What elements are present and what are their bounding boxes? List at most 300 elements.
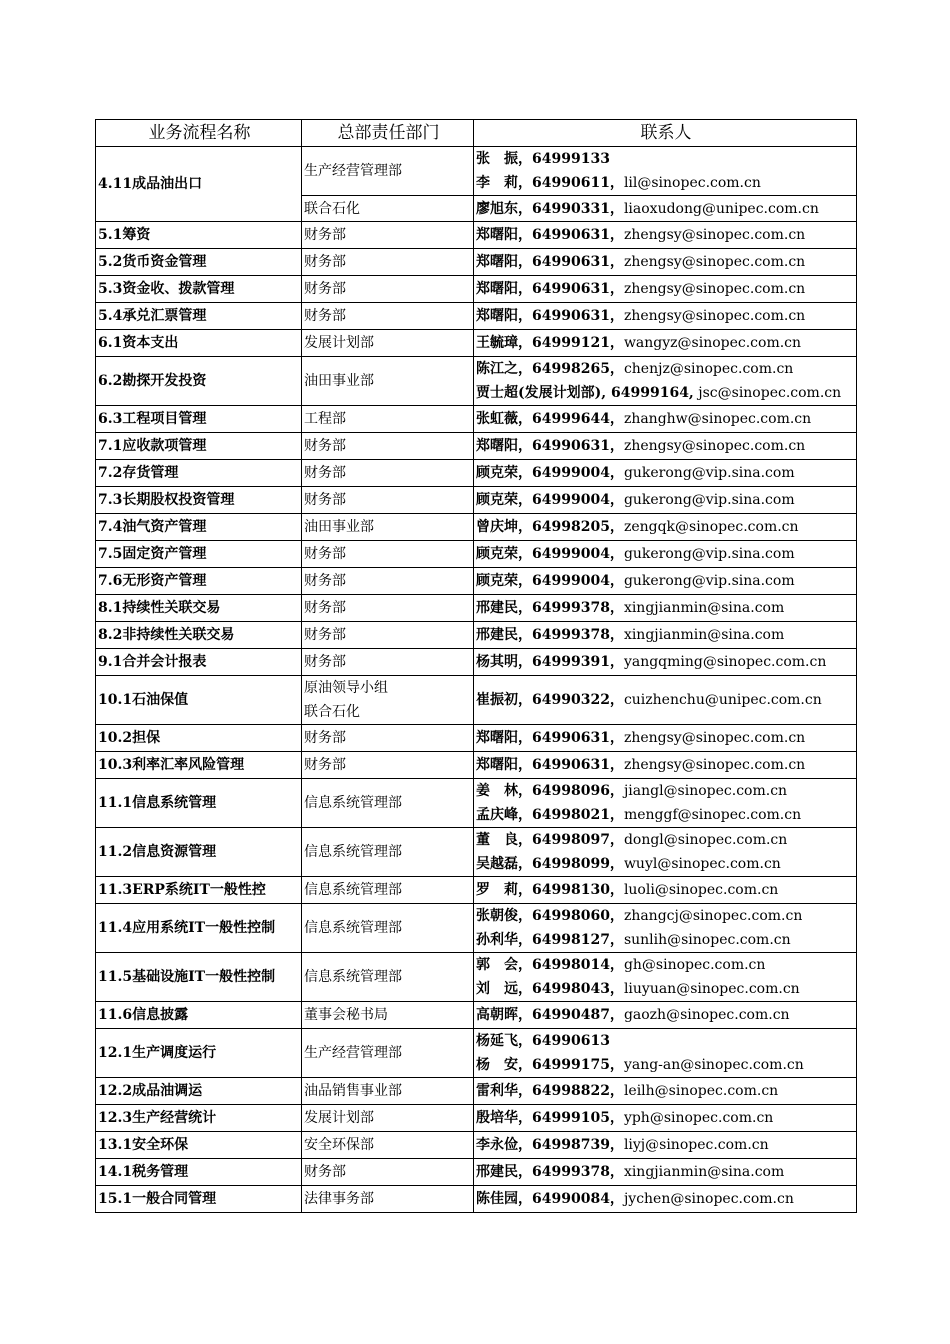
department-cell: [302, 568, 474, 595]
contact-line: [476, 542, 856, 566]
contact-cell: [474, 460, 857, 487]
contact-line: [476, 461, 856, 485]
contact-phone: 64990611，: [532, 175, 624, 191]
contact-line: [476, 434, 856, 458]
contact-cell: [474, 877, 857, 904]
contact-person-name: 董 良，: [476, 832, 532, 848]
contact-line: [476, 1187, 856, 1211]
process-name-cell: 12.1生产调度运行: [96, 1029, 302, 1078]
contact-phone: 64999164,: [606, 385, 694, 401]
contact-person-name: 陈江之，: [476, 361, 532, 377]
contact-cell: [474, 222, 857, 249]
contact-cell: [474, 196, 857, 222]
contact-phone: 64990631，: [532, 281, 624, 297]
contact-cell: [474, 1029, 857, 1078]
contact-cell: [474, 147, 857, 196]
contact-phone: 64999133: [532, 151, 610, 167]
process-name-cell: 11.3ERP系统IT一般性控: [96, 877, 302, 904]
department-cell: [302, 904, 474, 953]
department-name: 原油领导小组: [304, 680, 388, 696]
contact-line: [476, 304, 856, 328]
contact-cell: [474, 953, 857, 1002]
department-cell: [302, 541, 474, 568]
table-row: [96, 877, 857, 904]
contact-email: lil@sinopec.com.cn: [623, 175, 761, 191]
department-name: 油田事业部: [304, 373, 374, 389]
contact-email: xingjianmin@sina.com: [623, 1164, 785, 1180]
department-cell: [302, 406, 474, 433]
contact-email: wangyz@sinopec.com.cn: [623, 335, 802, 351]
table-row: [96, 1002, 857, 1029]
contact-cell: [474, 1186, 857, 1213]
contact-cell: [474, 357, 857, 406]
contact-person-name: 曾庆坤，: [476, 519, 532, 535]
contact-line: [476, 331, 856, 355]
contact-phone: 64999004，: [532, 465, 624, 481]
header-contact: 联系人: [474, 120, 857, 147]
contact-person-name: 廖旭东，: [476, 200, 532, 217]
contact-cell: [474, 514, 857, 541]
contact-phone: 64998265，: [532, 361, 624, 377]
contact-email: zhengsy@sinopec.com.cn: [623, 254, 806, 270]
contact-phone: 64990613: [532, 1033, 610, 1049]
header-process-name: 业务流程名称: [96, 120, 302, 147]
department-name: 财务部: [304, 492, 346, 508]
contact-person-name: 郑曙阳，: [476, 254, 532, 270]
process-name-cell: 9.1合并会计报表: [96, 649, 302, 676]
department-name: 信息系统管理部: [304, 844, 402, 860]
contact-email: liuyuan@sinopec.com.cn: [623, 981, 800, 997]
department-name: 信息系统管理部: [304, 882, 402, 898]
department-cell: [302, 460, 474, 487]
contact-line: [476, 803, 856, 827]
table-row: [96, 828, 857, 877]
department-name: 财务部: [304, 281, 346, 297]
table-row: [96, 1029, 857, 1078]
contact-cell: [474, 1078, 857, 1105]
contact-phone: 64990631，: [532, 254, 624, 270]
contact-phone: 64998130，: [532, 882, 624, 898]
contact-phone: 64990631，: [532, 308, 624, 324]
contact-email: xingjianmin@sina.com: [623, 627, 785, 643]
contact-cell: [474, 541, 857, 568]
department-name: 发展计划部: [304, 1110, 374, 1126]
department-cell: [302, 249, 474, 276]
department-cell: [302, 433, 474, 460]
department-cell: [302, 595, 474, 622]
contact-email: leilh@sinopec.com.cn: [623, 1083, 779, 1099]
table-row: [96, 568, 857, 595]
contact-phone: 64990631，: [532, 227, 624, 243]
contact-email: yangqming@sinopec.com.cn: [623, 654, 827, 670]
contact-phone: 64999644，: [532, 411, 624, 427]
contact-email: dongl@sinopec.com.cn: [623, 832, 788, 848]
process-name-cell: 7.5固定资产管理: [96, 541, 302, 568]
contact-line: [476, 650, 856, 674]
department-name: 财务部: [304, 627, 346, 643]
department-name: 生产经营管理部: [304, 163, 402, 179]
contact-line: [476, 596, 856, 620]
contact-line: [476, 1079, 856, 1103]
contact-line: [476, 828, 856, 852]
contact-line: [476, 726, 856, 750]
contact-email: sunlih@sinopec.com.cn: [623, 932, 791, 948]
contact-person-name: 邢建民，: [476, 627, 532, 643]
contact-person-name: 孟庆峰，: [476, 807, 532, 823]
process-name-cell: 15.1一般合同管理: [96, 1186, 302, 1213]
department-cell: [302, 222, 474, 249]
contact-cell: [474, 406, 857, 433]
contact-phone: 64998822，: [532, 1083, 624, 1099]
contact-phone: 64998739，: [532, 1137, 624, 1153]
contact-person-name: 杨其明，: [476, 654, 532, 670]
contact-email: jychen@sinopec.com.cn: [623, 1191, 794, 1207]
contact-line: [476, 515, 856, 539]
table-row: [96, 1186, 857, 1213]
contact-email: gukerong@vip.sina.com: [623, 492, 795, 508]
table-row: [96, 276, 857, 303]
table-row: [96, 1132, 857, 1159]
contact-cell: [474, 1159, 857, 1186]
contact-email: wuyl@sinopec.com.cn: [623, 856, 781, 872]
contact-cell: [474, 303, 857, 330]
department-name: 财务部: [304, 573, 346, 589]
department-cell: [302, 276, 474, 303]
process-name-cell: 5.4承兑汇票管理: [96, 303, 302, 330]
contact-email: zengqk@sinopec.com.cn: [623, 519, 799, 535]
process-name-cell: 7.2存货管理: [96, 460, 302, 487]
contact-email: luoli@sinopec.com.cn: [623, 882, 779, 898]
department-name: 工程部: [304, 411, 346, 427]
process-name-cell: 11.4应用系统IT一般性控制: [96, 904, 302, 953]
department-cell: [302, 752, 474, 779]
department-name: 财务部: [304, 730, 346, 746]
contact-line: [476, 357, 856, 381]
department-name: 联合石化: [304, 704, 360, 720]
contact-person-name: 张朝俊，: [476, 908, 532, 924]
table-row: [96, 303, 857, 330]
contact-email: zhangcj@sinopec.com.cn: [623, 908, 803, 924]
department-cell: [302, 1186, 474, 1213]
contact-person-name: 贾士超(发展计划部),: [476, 385, 607, 401]
department-cell: [302, 357, 474, 406]
contact-email: liyj@sinopec.com.cn: [623, 1137, 769, 1153]
contact-email: gukerong@vip.sina.com: [623, 546, 795, 562]
table-row: [96, 147, 857, 196]
contact-email: menggf@sinopec.com.cn: [623, 807, 802, 823]
process-name-cell: 11.5基础设施IT一般性控制: [96, 953, 302, 1002]
department-name: 信息系统管理部: [304, 920, 402, 936]
contact-cell: [474, 725, 857, 752]
contact-email: zhengsy@sinopec.com.cn: [623, 281, 806, 297]
department-cell: [302, 1105, 474, 1132]
department-cell: [302, 1159, 474, 1186]
contact-person-name: 殷培华，: [476, 1110, 532, 1126]
contact-phone: 64999121，: [532, 335, 624, 351]
department-name: 财务部: [304, 600, 346, 616]
contact-person-name: 顾克荣，: [476, 573, 532, 589]
contact-person-name: 邢建民，: [476, 600, 532, 616]
contact-phone: 64998097，: [532, 832, 624, 848]
contact-line: [476, 171, 856, 195]
process-name-cell: 14.1税务管理: [96, 1159, 302, 1186]
table-row: [96, 249, 857, 276]
department-name: 安全环保部: [304, 1137, 374, 1153]
process-name-cell: 8.2非持续性关联交易: [96, 622, 302, 649]
contact-phone: 64990487，: [532, 1007, 624, 1023]
process-name-cell: 10.1石油保值: [96, 676, 302, 725]
department-name: 发展计划部: [304, 335, 374, 351]
contact-phone: 64998127，: [532, 932, 624, 948]
contact-email: zhengsy@sinopec.com.cn: [623, 757, 806, 773]
process-name-cell: 12.3生产经营统计: [96, 1105, 302, 1132]
contact-line: [476, 488, 856, 512]
department-cell: [302, 725, 474, 752]
contact-person-name: 吴越磊，: [476, 856, 532, 872]
process-name-cell: 10.2担保: [96, 725, 302, 752]
contact-email: zhengsy@sinopec.com.cn: [623, 730, 806, 746]
table-row: [96, 487, 857, 514]
contact-cell: [474, 1002, 857, 1029]
contact-line: [476, 569, 856, 593]
contact-line: [476, 688, 856, 712]
department-cell: [302, 1029, 474, 1078]
process-name-cell: 7.6无形资产管理: [96, 568, 302, 595]
contact-phone: 64999378，: [532, 627, 624, 643]
department-name: 法律事务部: [304, 1191, 374, 1207]
department-name: 财务部: [304, 546, 346, 562]
contact-cell: [474, 568, 857, 595]
department-cell: [302, 487, 474, 514]
contact-email: zhengsy@sinopec.com.cn: [623, 308, 806, 324]
department-name: 油品销售事业部: [304, 1083, 402, 1099]
table-row: [96, 752, 857, 779]
contact-email: jiangl@sinopec.com.cn: [623, 783, 788, 799]
contact-line: [476, 1053, 856, 1077]
process-name-cell: 12.2成品油调运: [96, 1078, 302, 1105]
process-name-cell: 8.1持续性关联交易: [96, 595, 302, 622]
contact-phone: 64990631，: [532, 730, 624, 746]
department-name: 财务部: [304, 1164, 346, 1180]
contact-line: [476, 197, 856, 221]
contact-person-name: 张 振，: [476, 151, 532, 167]
contact-line: [476, 904, 856, 928]
contact-person-name: 陈佳园，: [476, 1191, 532, 1207]
department-cell: [302, 514, 474, 541]
contact-person-name: 高朝晖，: [476, 1007, 532, 1023]
contact-email: gaozh@sinopec.com.cn: [623, 1007, 790, 1023]
contact-cell: [474, 649, 857, 676]
department-cell: [302, 779, 474, 828]
contact-phone: 64999378，: [532, 600, 624, 616]
process-name-cell: 10.3利率汇率风险管理: [96, 752, 302, 779]
contact-person-name: 罗 莉，: [476, 882, 532, 898]
department-name: 财务部: [304, 465, 346, 481]
contact-person-name: 李 莉，: [476, 175, 532, 191]
contact-phone: 64999004，: [532, 573, 624, 589]
table-row: [96, 595, 857, 622]
contact-person-name: 顾克荣，: [476, 546, 532, 562]
contact-line: [476, 407, 856, 431]
contact-email: jsc@sinopec.com.cn: [693, 385, 842, 401]
header-department: 总部责任部门: [302, 120, 474, 147]
contact-person-name: 郭 会，: [476, 957, 532, 973]
contact-person-name: 崔振初，: [476, 692, 532, 708]
table-row: [96, 622, 857, 649]
process-name-cell: 11.1信息系统管理: [96, 779, 302, 828]
contact-phone: 64999004，: [532, 492, 624, 508]
table-row: [96, 433, 857, 460]
table-body: [96, 147, 857, 1213]
contact-phone: 64999105，: [532, 1110, 624, 1126]
contact-person-name: 郑曙阳，: [476, 281, 532, 297]
table-row: [96, 676, 857, 725]
table-header-row: [96, 120, 857, 147]
process-name-cell: 5.3资金收、拨款管理: [96, 276, 302, 303]
contact-person-name: 邢建民，: [476, 1164, 532, 1180]
table-row: [96, 406, 857, 433]
department-cell: [302, 303, 474, 330]
process-name-cell: 6.3工程项目管理: [96, 406, 302, 433]
contact-phone: 64999004，: [532, 546, 624, 562]
table-row: [96, 904, 857, 953]
department-cell: [302, 828, 474, 877]
table-row: [96, 1159, 857, 1186]
contact-line: [476, 381, 856, 405]
process-name-cell: 7.3长期股权投资管理: [96, 487, 302, 514]
contact-cell: [474, 276, 857, 303]
department-cell: [302, 1078, 474, 1105]
department-name: 财务部: [304, 654, 346, 670]
contact-cell: [474, 622, 857, 649]
department-cell: [302, 1002, 474, 1029]
contact-phone: 64998021，: [532, 807, 624, 823]
department-name: 财务部: [304, 227, 346, 243]
table-row: [96, 649, 857, 676]
contact-line: [476, 250, 856, 274]
contact-cell: [474, 676, 857, 725]
contact-cell: [474, 249, 857, 276]
process-name-cell: 7.1应收款项管理: [96, 433, 302, 460]
contact-email: liaoxudong@unipec.com.cn: [623, 200, 819, 217]
department-name: 财务部: [304, 438, 346, 454]
contact-phone: 64998043，: [532, 981, 624, 997]
contact-cell: [474, 330, 857, 357]
contact-phone: 64990331，: [532, 200, 624, 217]
contact-person-name: 姜 林，: [476, 783, 532, 799]
department-cell: [302, 649, 474, 676]
process-name-cell: 5.1筹资: [96, 222, 302, 249]
contact-phone: 64990631，: [532, 757, 624, 773]
contact-cell: [474, 1105, 857, 1132]
contact-person-name: 张虹薇，: [476, 411, 532, 427]
process-name-cell: 4.11成品油出口: [96, 147, 302, 222]
table-row: [96, 514, 857, 541]
contact-email: cuizhenchu@unipec.com.cn: [623, 692, 822, 708]
contact-email: zhengsy@sinopec.com.cn: [623, 227, 806, 243]
contact-phone: 64990631，: [532, 438, 624, 454]
department-cell: [302, 330, 474, 357]
contact-person-name: 郑曙阳，: [476, 308, 532, 324]
contact-person-name: 杨 安，: [476, 1057, 532, 1073]
contact-phone: 64990084，: [532, 1191, 624, 1207]
department-name: 财务部: [304, 757, 346, 773]
contact-line: [476, 753, 856, 777]
contact-cell: [474, 487, 857, 514]
contact-phone: 64990322，: [532, 692, 624, 708]
contact-cell: [474, 433, 857, 460]
contact-line: [476, 878, 856, 902]
contact-line: [476, 779, 856, 803]
contact-person-name: 孙利华，: [476, 932, 532, 948]
contact-person-name: 郑曙阳，: [476, 757, 532, 773]
department-name: 董事会秘书局: [304, 1007, 388, 1023]
contact-line: [476, 1003, 856, 1027]
table-row: [96, 541, 857, 568]
contact-person-name: 郑曙阳，: [476, 730, 532, 746]
department-name: 财务部: [304, 308, 346, 324]
contact-email: gukerong@vip.sina.com: [623, 465, 795, 481]
department-cell: [302, 196, 474, 222]
contact-phone: 64998099，: [532, 856, 624, 872]
contact-person-name: 杨延飞，: [476, 1033, 532, 1049]
contact-line: [476, 1029, 856, 1053]
contact-person-name: 李永俭，: [476, 1137, 532, 1153]
process-name-cell: 6.2勘探开发投资: [96, 357, 302, 406]
table-row: [96, 725, 857, 752]
contact-line: [476, 147, 856, 171]
department-cell: [302, 147, 474, 196]
contact-phone: 64999391，: [532, 654, 624, 670]
process-name-cell: 11.6信息披露: [96, 1002, 302, 1029]
contact-cell: [474, 752, 857, 779]
contact-line: [476, 977, 856, 1001]
contact-person-name: 顾克荣，: [476, 465, 532, 481]
contact-cell: [474, 1132, 857, 1159]
department-cell: [302, 1132, 474, 1159]
contact-phone: 64998060，: [532, 908, 624, 924]
department-name: 联合石化: [304, 200, 360, 217]
table-row: [96, 330, 857, 357]
contact-phone: 64998205，: [532, 519, 624, 535]
table-row: [96, 222, 857, 249]
table-row: [96, 953, 857, 1002]
contact-email: gukerong@vip.sina.com: [623, 573, 795, 589]
contact-person-name: 雷利华，: [476, 1083, 532, 1099]
table-row: [96, 1078, 857, 1105]
contact-line: [476, 1133, 856, 1157]
contact-line: [476, 1160, 856, 1184]
department-cell: [302, 877, 474, 904]
contact-phone: 64998096，: [532, 783, 624, 799]
contact-phone: 64999175，: [532, 1057, 624, 1073]
table-row: [96, 779, 857, 828]
department-name: 信息系统管理部: [304, 969, 402, 985]
contact-person-name: 郑曙阳，: [476, 227, 532, 243]
contact-email: chenjz@sinopec.com.cn: [623, 361, 794, 377]
contact-person-name: 郑曙阳，: [476, 438, 532, 454]
contact-line: [476, 277, 856, 301]
contact-cell: [474, 595, 857, 622]
process-name-cell: 13.1安全环保: [96, 1132, 302, 1159]
contact-table: [95, 119, 857, 1213]
table-row: [96, 357, 857, 406]
department-name: 信息系统管理部: [304, 795, 402, 811]
department-cell: [302, 676, 474, 725]
contact-phone: 64999378，: [532, 1164, 624, 1180]
contact-email: gh@sinopec.com.cn: [623, 957, 766, 973]
contact-person-name: 刘 远，: [476, 981, 532, 997]
